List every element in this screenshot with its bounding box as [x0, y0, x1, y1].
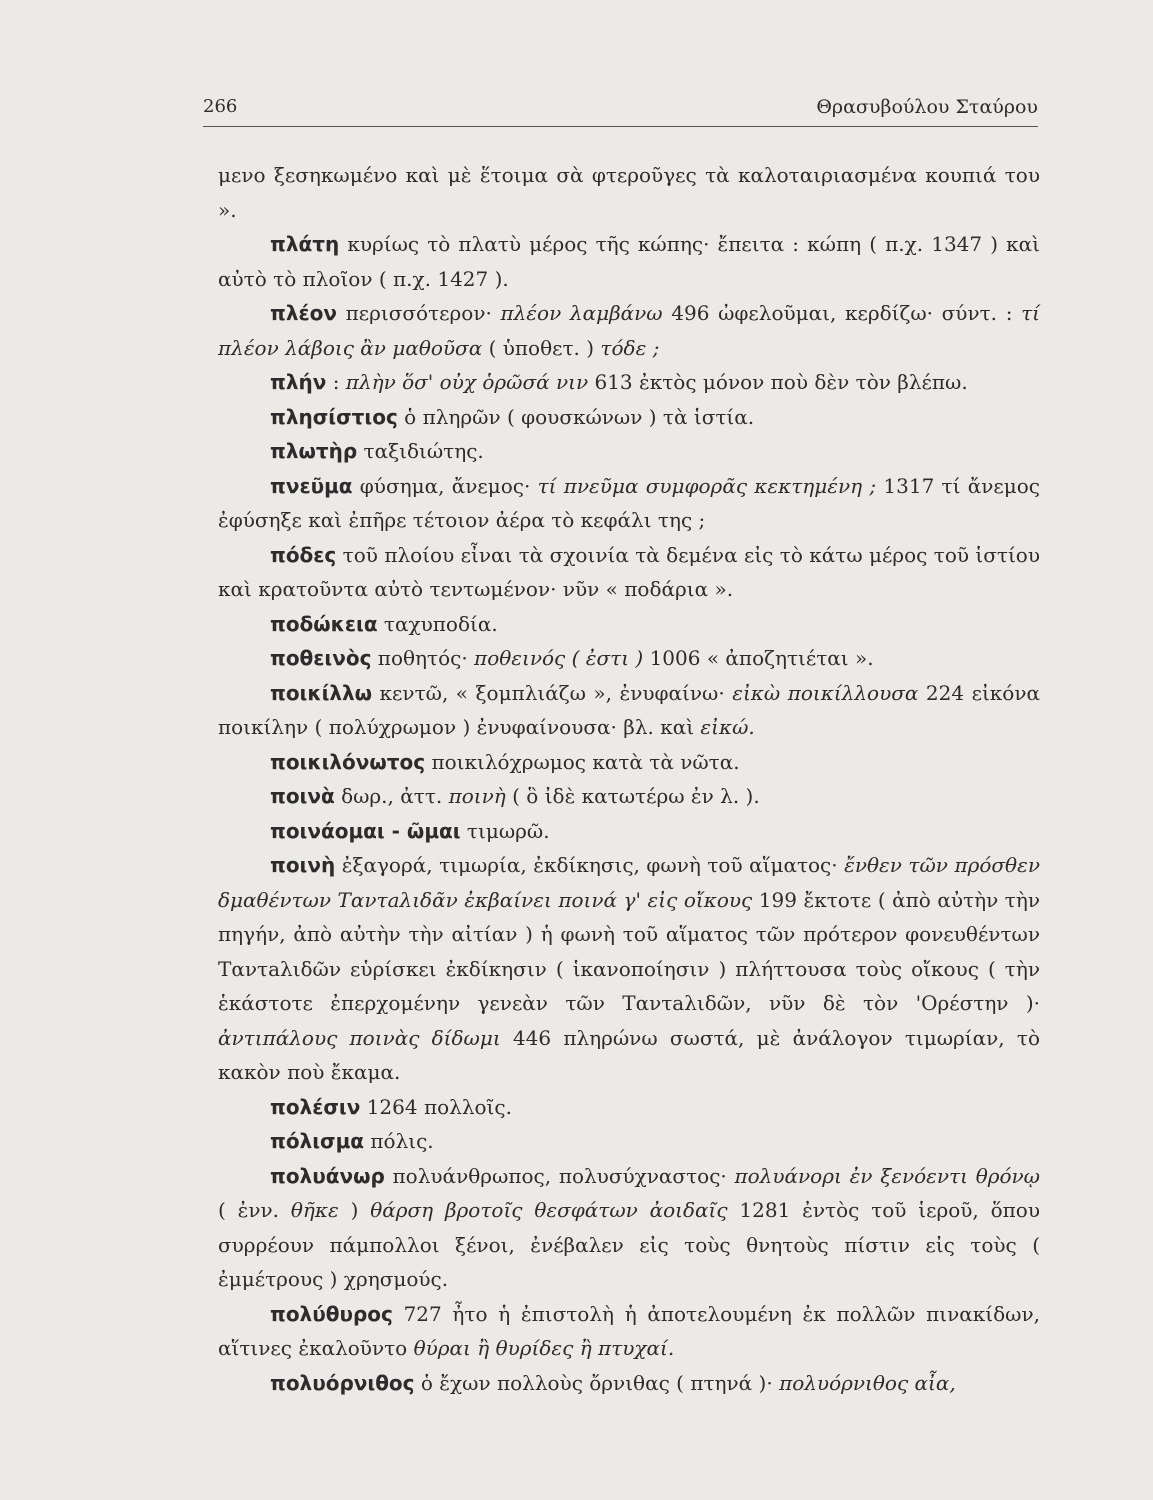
entry-definition: ποθητός· [371, 646, 475, 670]
entry-definition: ποικιλόχρωμος κατὰ τὰ νῶτα. [425, 749, 740, 774]
entry-quotation: ἀντιπάλους ποινὰς δίδωμι [218, 1025, 501, 1050]
entry-headword: πόλισμα [270, 1129, 365, 1153]
entry-definition: 1006 « ἀποζητιέται ». [643, 646, 874, 670]
dictionary-entry [218, 1366, 1040, 1401]
entry-headword: πλάτη [270, 232, 340, 256]
entry-definition: : [326, 370, 346, 394]
entry-definition: 496 ὠφελοῦμαι, κερδίζω· σύντ. : [662, 301, 1022, 325]
entry-definition: πολυάνθρωπος, πολυσύχναστος· [384, 1163, 735, 1188]
running-head: Θρασυβούλου Σταύρου [816, 96, 1038, 118]
dictionary-entry [218, 296, 1040, 365]
entry-definition: ( ὃ ἰδὲ κατωτέρω ἐν λ. ). [505, 784, 760, 808]
entry-headword: πολέσιν [270, 1094, 361, 1119]
entry-definition: ταξιδιώτης. [357, 439, 484, 463]
entry-definition: 727 ἦτο ἡ ἐπιστολὴ ἡ ἀποτελουμένη ἐκ πολλῶν πινακίδων, αἵτινες ἐκαλοῦντο [218, 1301, 1040, 1360]
entry-quotation: πολυάνορι ἐν ξενόεντι θρόνῳ [734, 1163, 1040, 1188]
dictionary-entry [218, 641, 1040, 676]
entry-quotation: πλὴν ὅσ' οὐχ ὁρῶσά νιν [345, 370, 589, 394]
entry-quotation: θάρση βροτοῖς θεσφάτων ἀοιδαῖς [370, 1198, 728, 1222]
entry-headword: ποθεινὸς [270, 646, 372, 670]
dictionary-entry [218, 365, 1040, 400]
entry-headword: ποινὰ [270, 784, 335, 808]
entry-headword: πολυόρνιθος [270, 1370, 415, 1395]
continuation-paragraph: μενο ξεσηκωμένο καὶ μὲ ἕτοιμα σὰ φτεροῦγες τὰ καλοταιριασμένα κουπιά του ». [218, 163, 1040, 222]
entry-headword: πλήν [270, 370, 327, 394]
dictionary-entry [218, 779, 1040, 814]
dictionary-entry [218, 227, 1040, 296]
entry-quotation: ποινὴ [448, 784, 506, 808]
dictionary-entry [218, 1090, 1040, 1125]
entry-definition: 1264 πολλοῖς. [360, 1094, 512, 1119]
dictionary-entry [218, 848, 1040, 1090]
page-number: 266 [203, 96, 238, 117]
entry-definition: ταχυποδία. [377, 611, 498, 636]
entry-definition: 1317 τί ἄνεμος ἐφύσηξε καὶ ἐπῆρε τέτοιον ἀέρα τὸ κεφάλι της ; [218, 473, 1040, 532]
entry-definition: 1281 ἐντὸς τοῦ ἱεροῦ, ὅπου συρρέουν πάμπολλοι ξένοι, ἐνέβαλεν εἰς τοὺς θνητοὺς πίστιν εἰς τοὺς ( ἐμμέτρους ) χρησμούς. [218, 1198, 1040, 1291]
entry-quotation: εἰκὼ ποικίλλουσα [732, 680, 919, 705]
entry-headword: πολύθυρος [270, 1301, 393, 1326]
entry-definition: περισσότερον· [336, 301, 501, 325]
entry-quotation: εἰκώ. [700, 715, 755, 739]
entry-definition: πόλις. [364, 1129, 434, 1153]
entry-definition: ( ὑποθετ. ) [482, 335, 601, 360]
entry-definition: φύσημα, ἄνεμος· [352, 473, 538, 498]
entry-definition: κεντῶ, « ξομπλιάζω », ἐνυφαίνω· [372, 680, 733, 705]
entry-headword: ποδώκεια [270, 611, 378, 636]
entry-definition: ( ἐνν. [218, 1198, 291, 1222]
dictionary-entry [218, 1159, 1040, 1297]
entry-definition: 613 ἐκτὸς μόνον ποὺ δὲν τὸν βλέπω. [588, 370, 968, 394]
entry-quotation: πλέον λαμβάνω [500, 301, 663, 325]
dictionary-entry [218, 1297, 1040, 1366]
dictionary-entry [218, 745, 1040, 780]
entry-headword: πλέον [270, 301, 337, 325]
entry-quotation: τί πνεῦμα συμφορᾶς κεκτημένη ; [537, 473, 877, 498]
entry-definition: τιμωρῶ. [460, 818, 550, 843]
dictionary-entry [218, 1124, 1040, 1159]
entry-quotation: θῆκε [290, 1198, 339, 1222]
dictionary-entry [218, 607, 1040, 642]
entry-headword: πλωτὴρ [270, 439, 358, 463]
entry-headword: ποινὴ [270, 853, 336, 877]
entry-definition: δωρ., ἀττ. [334, 784, 449, 808]
dictionary-entry [218, 400, 1040, 435]
entry-definition: 224 εἰκόνα ποικίλην ( πολύχρωμον ) ἐνυφαίνουσα· βλ. καὶ [218, 680, 1040, 739]
entry-definition: τοῦ πλοίου εἶναι τὰ σχοινία τὰ δεμένα εἰς τὸ κάτω μέρος τοῦ ἱστίου καὶ κρατοῦντα αὐτὸ τεντωμένον· νῦν « ποδάρια ». [218, 542, 1040, 601]
dictionary-entry [218, 469, 1040, 538]
entry-headword: ποικιλόνωτος [270, 749, 426, 774]
entry-definition: 199 ἔκτοτε ( ἀπὸ αὐτὴν τὴν πηγήν, ἀπὸ αὐτὴν τὴν αἰτίαν ) ἡ φωνὴ τοῦ αἵματος τῶν πρότερον φονευθέντων Ταντaλιδῶν εὑρίσκει ἐκδίκησιν ( ἱκανοποίησιν ) πλήττουσα τοὺς οἴκους ( τὴν ἑκάστοτε ἐπερχομένην γενεὰν τῶν Ταντaλιδῶν, νῦν δὲ τὸν 'Ορέστην )· [218, 887, 1040, 1015]
entry-quotation: τόδε ; [600, 335, 660, 360]
entry-headword: πολυάνωρ [270, 1163, 385, 1188]
entry-quotation: ἔνθεν τῶν πρόσθεν δμαθέντων Ταντaλιδᾶν ἐκβαίνει ποινά γ' εἰς οἴκους [218, 853, 1040, 912]
page-header [203, 96, 1038, 127]
entry-quotation: τί πλέον λάβοις ἂν μαθοῦσα [218, 301, 1040, 360]
dictionary-entry [218, 814, 1040, 849]
dictionary-entry [218, 538, 1040, 607]
entry-definition: ) [338, 1198, 371, 1222]
entry-headword: πόδες [270, 542, 337, 567]
entry-definition: ὁ πληρῶν ( φουσκώνων ) τὰ ἱστία. [397, 404, 755, 429]
entry-quotation: ποθεινός ( ἐστι ) [474, 646, 644, 670]
entry-headword: ποικίλλω [270, 680, 373, 705]
dictionary-text [218, 158, 1040, 1400]
entry-headword: πνεῦμα [270, 473, 353, 498]
entry-quotation: πολυόρνιθος αἶα, [779, 1370, 956, 1395]
entry-headword: πλησίστιος [270, 404, 398, 429]
dictionary-entry [218, 434, 1040, 469]
entry-list [218, 227, 1040, 1400]
entry-headword: ποινάομαι - ῶμαι [270, 818, 461, 843]
entry-quotation: θύραι ἢ θυρίδες ἢ πτυχαί. [413, 1336, 675, 1360]
entry-definition: κυρίως τὸ πλατὺ μέρος τῆς κώπης· ἔπειτα : κώπη ( π.χ. 1347 ) καὶ αὐτὸ τὸ πλοῖον ( π.χ. 1427 ). [218, 232, 1040, 291]
entry-definition: 446 πληρώνω σωστά, μὲ ἀνάλογον τιμωρίαν, τὸ κακὸν ποὺ ἔκαμα. [218, 1025, 1040, 1084]
dictionary-entry [218, 676, 1040, 745]
entry-definition: ἐξαγορά, τιμωρία, ἐκδίκησις, φωνὴ τοῦ αἵματος· [335, 853, 845, 877]
entry-definition: ὁ ἔχων πολλοὺς ὄρνιθας ( πτηνά )· [414, 1370, 780, 1395]
